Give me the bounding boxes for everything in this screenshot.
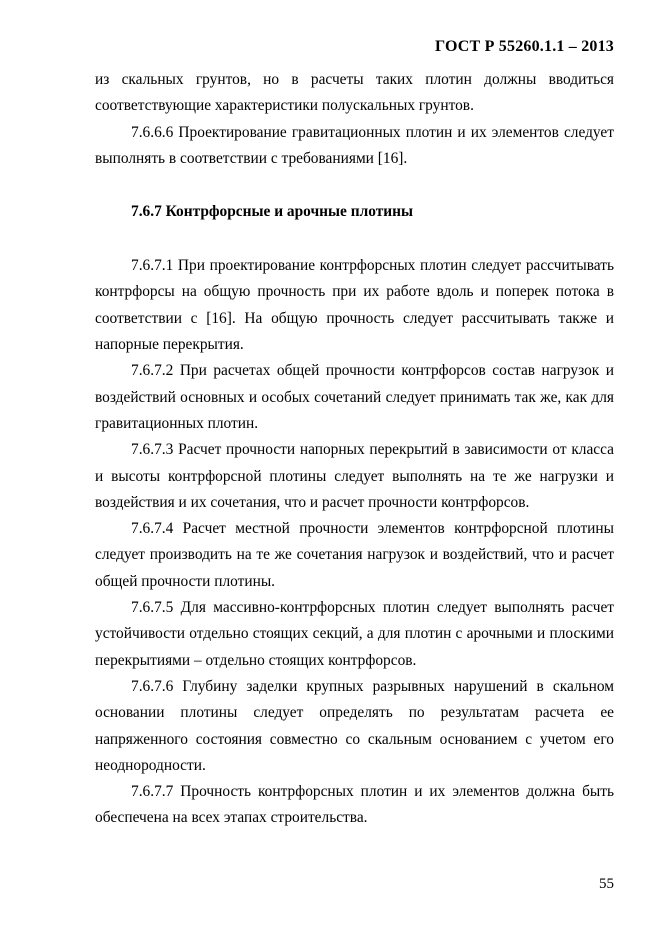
paragraph-7-6-7-6: 7.6.7.6 Глубину заделки крупных разрывных нарушений в скальном основании плотины следует определять по результатам расчета ее напряженного состояния совместно со скальным основанием с учетом его неоднородности.	[95, 677, 614, 774]
paragraph-7-6-7-4: 7.6.7.4 Расчет местной прочности элементов контрфорсной плотины следует производить на те же сочетания нагрузок и воздействий, что и расчет общей прочности плотины.	[95, 520, 614, 590]
document-code-header: ГОСТ Р 55260.1.1 – 2013	[434, 38, 614, 55]
section-heading: 7.6.7 Контрфорсные и арочные плотины	[131, 203, 414, 221]
paragraph-7-6-7-2: 7.6.7.2 При расчетах общей прочности контрфорсов состав нагрузок и воздействий основных и особых сочетаний следует принимать так же, как для гравитационных плотин.	[95, 362, 614, 432]
paragraph-7-6-7-5: 7.6.7.5 Для массивно-контрфорсных плотин следует выполнять расчет устойчивости отдельно стоящих секций, а для плотин с арочными и плоскими перекрытиями – отдельно стоящих контрфорсов.	[95, 599, 614, 669]
paragraph-continuation: из скальных грунтов, но в расчеты таких плотин должны вводиться соответствующие характеристики полускальных грунтов.	[95, 71, 614, 115]
paragraph-7-6-7-1: 7.6.7.1 При проектирование контрфорсных плотин следует рассчитывать контрфорсы на общую прочность при их работе вдоль и поперек потока в соответствии с [16]. На общую прочность следует рассчитывать также и напорные перекрытия.	[95, 257, 614, 354]
paragraph-7-6-7-3: 7.6.7.3 Расчет прочности напорных перекрытий в зависимости от класса и высоты контрфорсной плотины следует выполнять на те же нагрузки и воздействия и их сочетания, что и расчет прочности контрфорсов.	[95, 441, 614, 511]
page-number: 55	[599, 876, 614, 892]
paragraph-7-6-6-6: 7.6.6.6 Проектирование гравитационных плотин и их элементов следует выполнять в соответствии с требованиями [16].	[95, 123, 614, 167]
document-body	[95, 67, 614, 832]
paragraph-7-6-7-7: 7.6.7.7 Прочность контрфорсных плотин и их элементов должна быть обеспечена на всех этапах строительства.	[95, 783, 614, 827]
